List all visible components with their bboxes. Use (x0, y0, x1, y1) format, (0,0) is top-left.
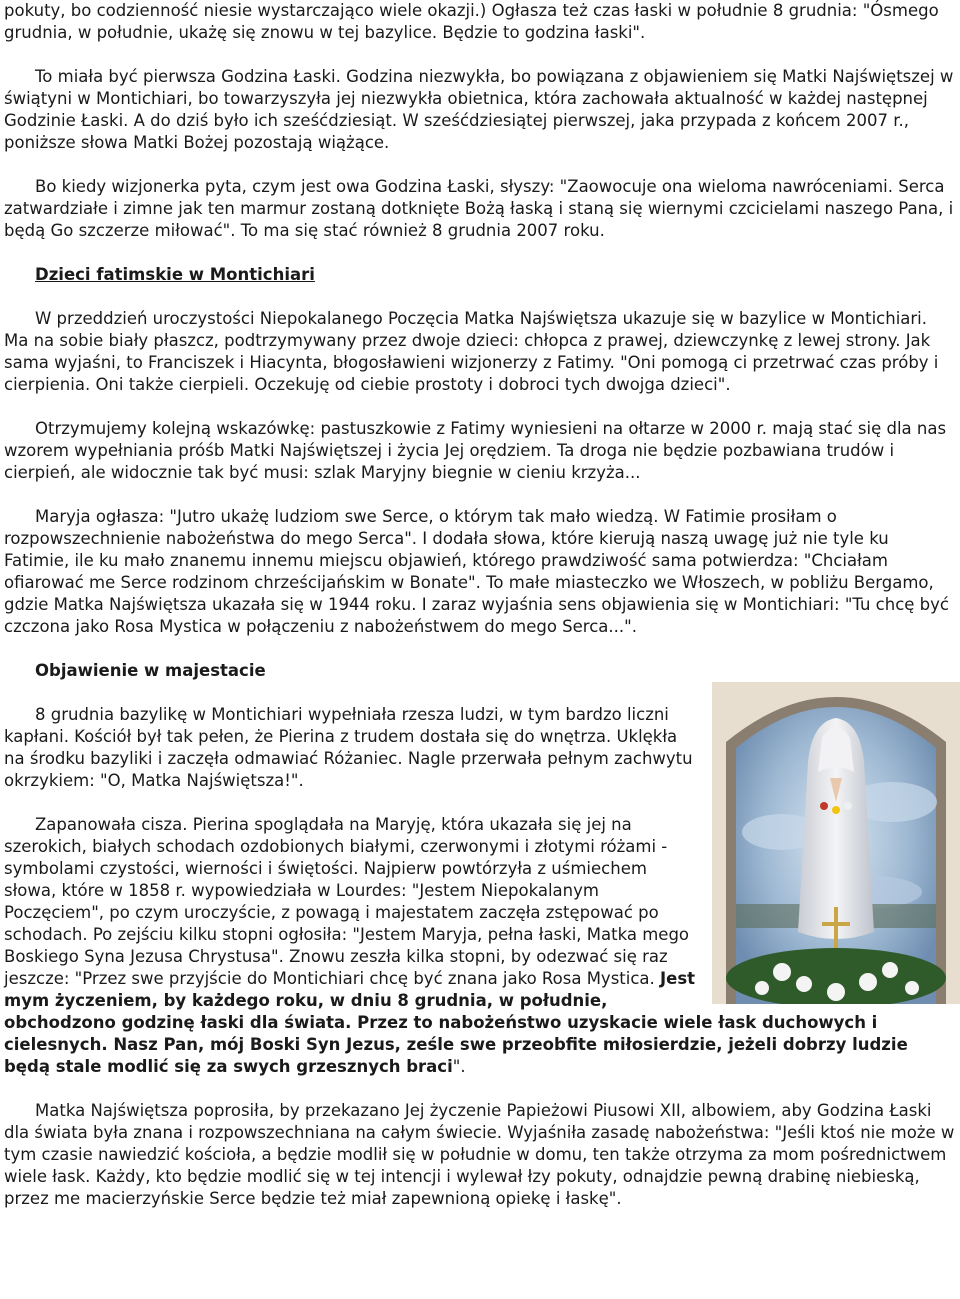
rosa-mystica-photo (712, 682, 960, 1004)
paragraph-dec8-crowd: 8 grudnia bazylikę w Montichiari wypełniała rzesza ludzi, w tym bardzo liczni kapłani. Kościół był tak pełen, że Pierina z trudem dostała się do wnętrza. Uklękła na środku bazyliki i zaczęła odmawiać Różaniec. Nagle przerwała pełnym zachwytu okrzykiem: "O, Matka Najświętsza!". (4, 705, 693, 790)
section-heading-majesty: Objawienie w majestacie (35, 661, 266, 680)
paragraph-intro: pokuty, bo codzienność niesie wystarczająco wiele okazji.) Ogłasza też czas łaski w południe 8 grudnia: "Ósmego grudnia, w południe, ukażę się znowu w tej bazylice. Będzie to godzina łaski". (4, 1, 939, 42)
rosa-mystica-image (712, 682, 960, 1004)
paragraph-heart: Maryja ogłasza: "Jutro ukażę ludziom swe Serce, o którym tak mało wiedzą. W Fatimie prosiłam o rozpowszechnienie nabożeństwa do mego Serca". I dodała słowa, które kierują naszą uwagę już nie tyle ku Fatimie, ile ku mało znanemu innemu miejscu objawień, którego prawdziwość sama potwierdza: "Chciałam ofiarować me Serce rodzinom chrześcijańskim w Bonate". To małe miasteczko we Włoszech, w pobliżu Bergamo, gdzie Matka Najświętsza ukazała się w 1944 roku. I zaraz wyjaśnia sens objawienia się w Montichiari: "Tu chcę być czczona jako Rosa Mystica w połączeniu z nabożeństwem do mego Serca...". (4, 507, 949, 636)
paragraph-immaculate-eve: W przeddzień uroczystości Niepokalanego Poczęcia Matka Najświętsza ukazuje się w bazylice w Montichiari. Ma na sobie biały płaszcz, podtrzymywany przez dwoje dzieci: chłopca z prawej, dziewczynkę z lewej strony. Jak sama wyjaśni, to Franciszek i Hiacynta, błogosławieni wizjonerzy z Fatimy. "Oni pomogą ci przetrwać czas próby i cierpienia. Oni także cierpieli. Oczekuję od ciebie prostoty i dobroci tych dwojga dzieci". (4, 309, 939, 394)
section-heading-fatima-children: Dzieci fatimskie w Montichiari (35, 265, 315, 284)
document-body (4, 0, 956, 1210)
rosa-mystica-bold-text: Jest mym życzeniem, by każdego roku, w dniu 8 grudnia, w południe, obchodzono godzinę łaski dla świata. Przez to nabożeństwo uzyskacie wiele łask duchowych i cielesnych. Nasz Pan, mój Boski Syn Jezus, ześle swe przeobfite miłosierdzie, jeżeli dobrzy ludzie będą stale modlić się za swych grzesznych braci (4, 969, 908, 1076)
paragraph-pope-request: Matka Najświętsza poprosiła, by przekazano Jej życzenie Papieżowi Piusowi XII, albowiem, aby Godzina Łaski dla świata była znana i rozpowszechniana na całym świecie. Wyjaśniła zasadę nabożeństwa: "Jeśli ktoś nie może w tym czasie nawiedzić kościoła, a będzie modlił się w południe w domu, ten także otrzyma za mom pośrednictwem wiele łask. Każdy, kto będzie modlić się w tej intencji i wylewał łzy pokuty, odnajdzie pewną drabinę niebieską, przez me macierzyńskie Serce będzie też miał zapewnioną opiekę i łaskę". (4, 1101, 955, 1208)
paragraph-first-hour: To miała być pierwsza Godzina Łaski. Godzina niezwykła, bo powiązana z objawieniem się Matki Najświętszej w świątyni w Montichiari, bo towarzyszyła jej niezwykła obietnica, która zachowała aktualność w każdej następnej Godzinie Łaski. A do dziś było ich sześćdziesiąt. W sześćdziesiątej pierwszej, jaka przypada z końcem 2007 r., poniższe słowa Matki Bożej pozostają wiążące. (4, 67, 954, 152)
rosa-mystica-end: ". (452, 1057, 466, 1076)
paragraph-visionary-question: Bo kiedy wizjonerka pyta, czym jest owa Godzina Łaski, słyszy: "Zaowocuje ona wieloma nawróceniami. Serca zatwardziałe i zimne jak ten marmur zostaną dotknięte Bożą łaską i staną się wiernymi czcicielami naszego Pana, i będą Go szczerze miłować". To ma się stać również 8 grudnia 2007 roku. (4, 177, 954, 240)
rosa-mystica-text: Zapanowała cisza. Pierina spoglądała na Maryję, która ukazała się jej na szerokich, białych schodach ozdobionych białymi, czerwonymi i złotymi różami - symbolami czystości, wierności i świętości. Najpierw powtórzyła z uśmiechem słowa, które w 1858 r. wypowiedziała w Lourdes: "Jestem Niepokalanym Poczęciem", po czym uroczyście, z powagą i majestatem zaczęła zstępować po schodach. Po zejściu kilku stopni ogłosiła: "Jestem Maryja, pełna łaski, Matka mego Boskiego Syna Jezusa Chrystusa". Znowu zeszła kilka stopni, by odezwać się raz jeszcze: "Przez swe przyjście do Montichiari chcę być znana jako Rosa Mystica. (4, 815, 690, 988)
paragraph-shepherds: Otrzymujemy kolejną wskazówkę: pastuszkowie z Fatimy wyniesieni na ołtarze w 2000 r. mają stać się dla nas wzorem wypełniania próśb Matki Najświętszej i życia Jej orędziem. Ta droga nie będzie pozbawiana trudów i cierpień, ale widocznie tak być musi: szlak Maryjny biegnie w cieniu krzyża... (4, 419, 947, 482)
